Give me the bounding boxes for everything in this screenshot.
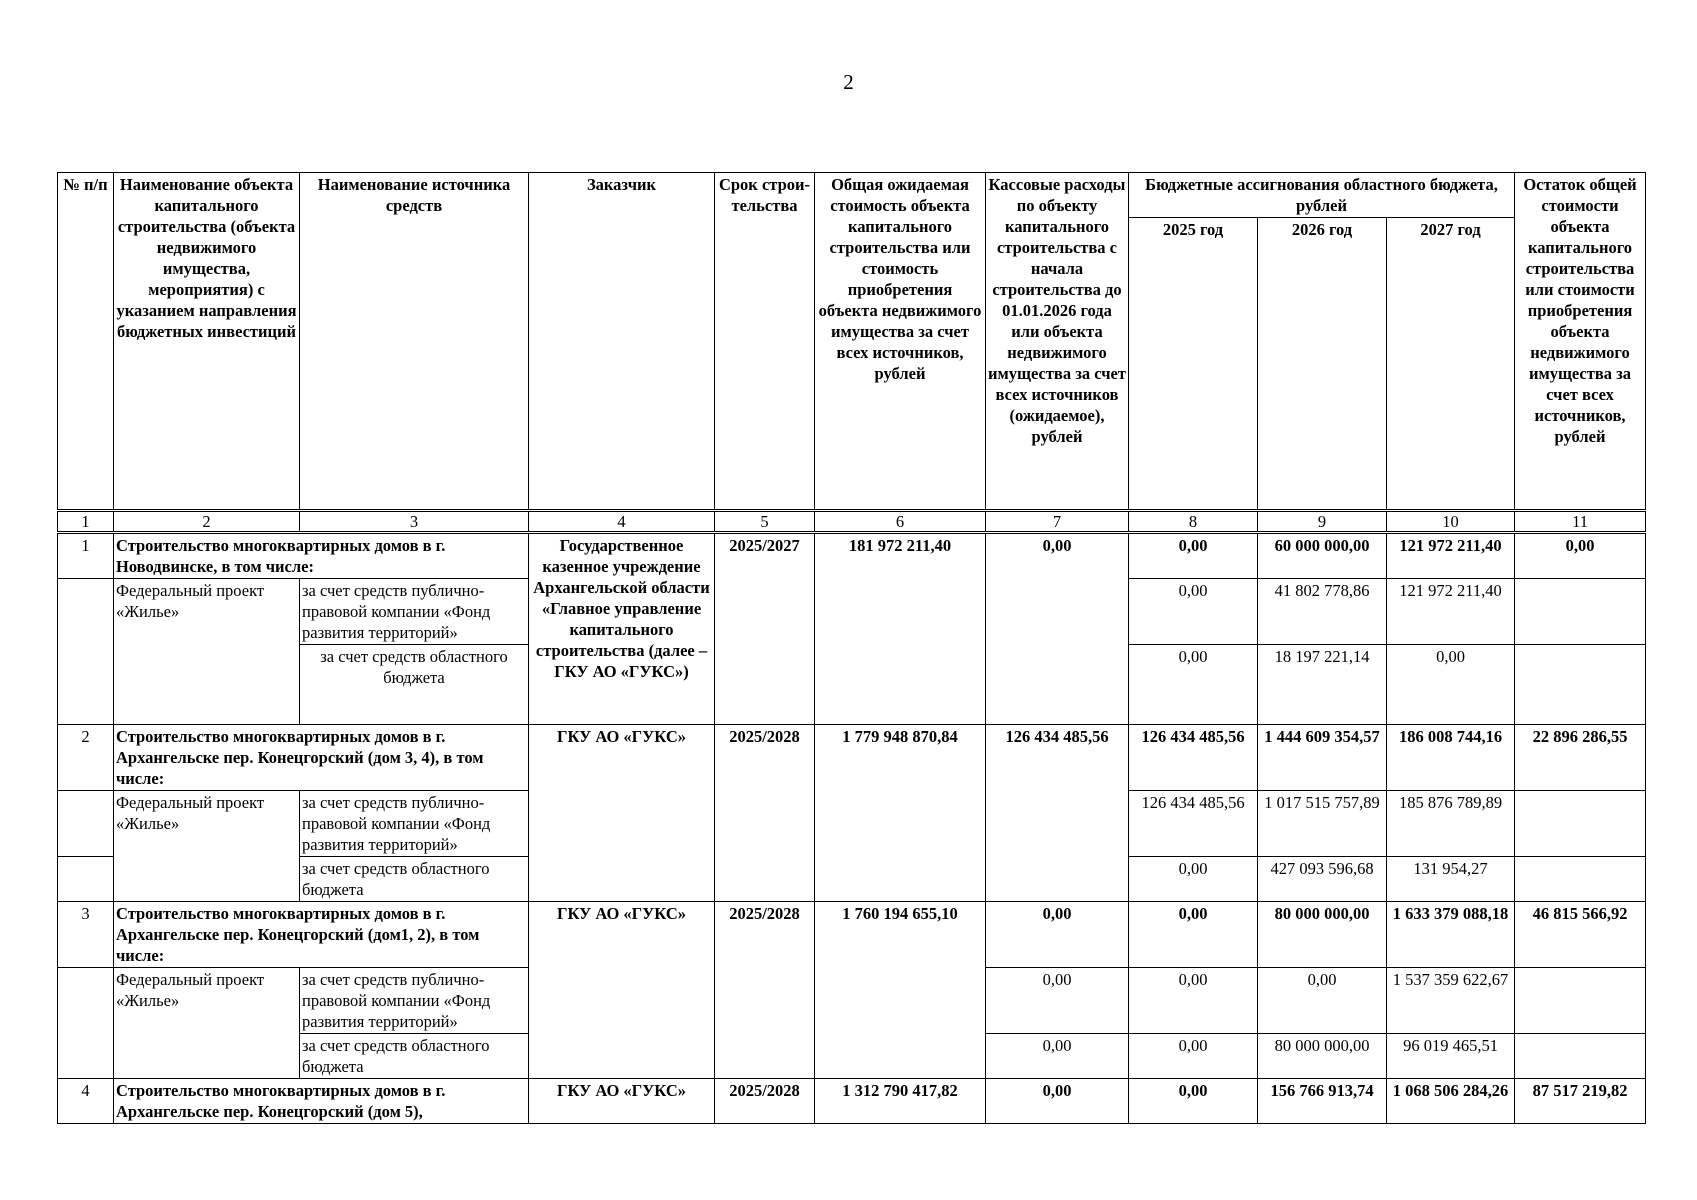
empty-cell — [1515, 968, 1646, 1034]
construction-term: 2025/2028 — [715, 725, 815, 902]
regional-cash: 0,00 — [986, 1034, 1129, 1079]
column-number: 3 — [300, 511, 529, 533]
construction-term: 2025/2028 — [715, 1079, 815, 1124]
customer: ГКУ АО «ГУКС» — [529, 1079, 715, 1124]
source-regional: за счет средств областного бюджета — [300, 857, 529, 902]
fund-2026: 0,00 — [1258, 968, 1387, 1034]
object-name: Строительство многоквартирных домов в г. Архангельске пер. Конецгорский (дом1, 2), в том числе: — [114, 902, 529, 968]
source-regional: за счет средств областного бюджета — [300, 645, 529, 725]
total-cost: 1 779 948 870,84 — [815, 725, 986, 902]
total-cost: 181 972 211,40 — [815, 533, 986, 725]
regional-2026: 80 000 000,00 — [1258, 1034, 1387, 1079]
customer: ГКУ АО «ГУКС» — [529, 725, 715, 902]
remainder: 87 517 219,82 — [1515, 1079, 1646, 1124]
object-name: Строительство многоквартирных домов в г. Архангельске пер. Конецгорский (дом 3, 4), в том числе: — [114, 725, 529, 791]
construction-term: 2025/2028 — [715, 902, 815, 1079]
remainder: 22 896 286,55 — [1515, 725, 1646, 791]
header-object-name: Наименование объекта капитального строительства (объекта недвижимого имущества, мероприятия) с указанием направления бюджетных инвестиций — [114, 173, 300, 511]
column-number: 9 — [1258, 511, 1387, 533]
regional-2027: 96 019 465,51 — [1387, 1034, 1515, 1079]
empty-cell — [1515, 857, 1646, 902]
cash-expenses: 0,00 — [986, 1079, 1129, 1124]
row-number: 4 — [58, 1079, 114, 1124]
regional-2025: 0,00 — [1129, 857, 1258, 902]
header-source: Наименование источника средств — [300, 173, 529, 511]
header-num: № п/п — [58, 173, 114, 511]
empty-cell — [1515, 1034, 1646, 1079]
fund-2027: 121 972 211,40 — [1387, 579, 1515, 645]
header-remainder: Остаток общей стоимости объекта капитального строительства или стоимости приобретения объекта недвижимого имущества за счет всех источников, рублей — [1515, 173, 1646, 511]
construction-term: 2025/2027 — [715, 533, 815, 725]
total-cost: 1 312 790 417,82 — [815, 1079, 986, 1124]
column-number: 11 — [1515, 511, 1646, 533]
fund-2027: 1 537 359 622,67 — [1387, 968, 1515, 1034]
header-year-2025: 2025 год — [1129, 218, 1258, 511]
budget-2025: 0,00 — [1129, 902, 1258, 968]
page-number: 2 — [843, 70, 854, 94]
empty-cell — [58, 579, 114, 725]
budget-2025: 126 434 485,56 — [1129, 725, 1258, 791]
budget-2026: 156 766 913,74 — [1258, 1079, 1387, 1124]
table-row-object-2 — [58, 725, 1646, 791]
regional-2025: 0,00 — [1129, 645, 1258, 725]
cash-expenses: 126 434 485,56 — [986, 725, 1129, 902]
header-term: Срок строи-тельства — [715, 173, 815, 511]
column-number: 6 — [815, 511, 986, 533]
table-row-object-1 — [58, 533, 1646, 579]
fund-cash: 0,00 — [986, 968, 1129, 1034]
budget-2026: 60 000 000,00 — [1258, 533, 1387, 579]
budget-2027: 186 008 744,16 — [1387, 725, 1515, 791]
row-number: 3 — [58, 902, 114, 968]
source-regional: за счет средств областного бюджета — [300, 1034, 529, 1079]
object-name: Строительство многоквартирных домов в г. Архангельске пер. Конецгорский (дом 5), — [114, 1079, 529, 1124]
fund-2025: 0,00 — [1129, 579, 1258, 645]
regional-2026: 18 197 221,14 — [1258, 645, 1387, 725]
header-customer: Заказчик — [529, 173, 715, 511]
budget-2026: 1 444 609 354,57 — [1258, 725, 1387, 791]
fund-2027: 185 876 789,89 — [1387, 791, 1515, 857]
header-year-2027: 2027 год — [1387, 218, 1515, 511]
source-fund: за счет средств публично-правовой компании «Фонд развития территорий» — [300, 968, 529, 1034]
column-number: 10 — [1387, 511, 1515, 533]
object-name: Строительство многоквартирных домов в г. Новодвинске, в том числе: — [114, 533, 529, 579]
header-budget-group: Бюджетные ассигнования областного бюджета, рублей — [1129, 173, 1515, 218]
row-number: 1 — [58, 533, 114, 579]
row-number: 2 — [58, 725, 114, 791]
column-number: 1 — [58, 511, 114, 533]
budget-2026: 80 000 000,00 — [1258, 902, 1387, 968]
column-number: 4 — [529, 511, 715, 533]
source-fund: за счет средств публично-правовой компании «Фонд развития территорий» — [300, 791, 529, 857]
table-row-object-3 — [58, 902, 1646, 968]
table-row-object-4 — [58, 1079, 1646, 1124]
column-numbers-row — [58, 511, 1646, 533]
fund-2026: 41 802 778,86 — [1258, 579, 1387, 645]
empty-cell — [58, 968, 114, 1079]
cash-expenses: 0,00 — [986, 902, 1129, 968]
budget-2025: 0,00 — [1129, 1079, 1258, 1124]
federal-project: Федеральный проект «Жилье» — [114, 968, 300, 1079]
column-number: 7 — [986, 511, 1129, 533]
customer: Государственное казенное учреждение Архангельской области «Главное управление капитального строительства (далее – ГКУ АО «ГУКС») — [529, 533, 715, 725]
empty-cell — [58, 857, 114, 902]
fund-2025: 0,00 — [1129, 968, 1258, 1034]
budget-2027: 1 068 506 284,26 — [1387, 1079, 1515, 1124]
empty-cell — [58, 791, 114, 857]
budget-2025: 0,00 — [1129, 533, 1258, 579]
budget-investments-table — [57, 172, 1646, 1124]
fund-2026: 1 017 515 757,89 — [1258, 791, 1387, 857]
header-total-cost: Общая ожидаемая стоимость объекта капитального строительства или стоимость приобретения объекта недвижимого имущества за счет всех источников, рублей — [815, 173, 986, 511]
source-fund: за счет средств публично-правовой компании «Фонд развития территорий» — [300, 579, 529, 645]
regional-2026: 427 093 596,68 — [1258, 857, 1387, 902]
cash-expenses: 0,00 — [986, 533, 1129, 725]
column-number: 2 — [114, 511, 300, 533]
budget-2027: 121 972 211,40 — [1387, 533, 1515, 579]
empty-cell — [1515, 645, 1646, 725]
regional-2027: 131 954,27 — [1387, 857, 1515, 902]
header-year-2026: 2026 год — [1258, 218, 1387, 511]
total-cost: 1 760 194 655,10 — [815, 902, 986, 1079]
column-number: 5 — [715, 511, 815, 533]
budget-2027: 1 633 379 088,18 — [1387, 902, 1515, 968]
remainder: 0,00 — [1515, 533, 1646, 579]
fund-2025: 126 434 485,56 — [1129, 791, 1258, 857]
customer: ГКУ АО «ГУКС» — [529, 902, 715, 1079]
header-cash-expenses: Кассовые расходы по объекту капитального строительства с начала строительства до 01.01.2026 года или объекта недвижимого имущества за счет всех источников (ожидаемое), рублей — [986, 173, 1129, 511]
regional-2025: 0,00 — [1129, 1034, 1258, 1079]
empty-cell — [1515, 579, 1646, 645]
empty-cell — [1515, 791, 1646, 857]
federal-project: Федеральный проект «Жилье» — [114, 791, 300, 902]
federal-project: Федеральный проект «Жилье» — [114, 579, 300, 725]
regional-2027: 0,00 — [1387, 645, 1515, 725]
remainder: 46 815 566,92 — [1515, 902, 1646, 968]
column-number: 8 — [1129, 511, 1258, 533]
